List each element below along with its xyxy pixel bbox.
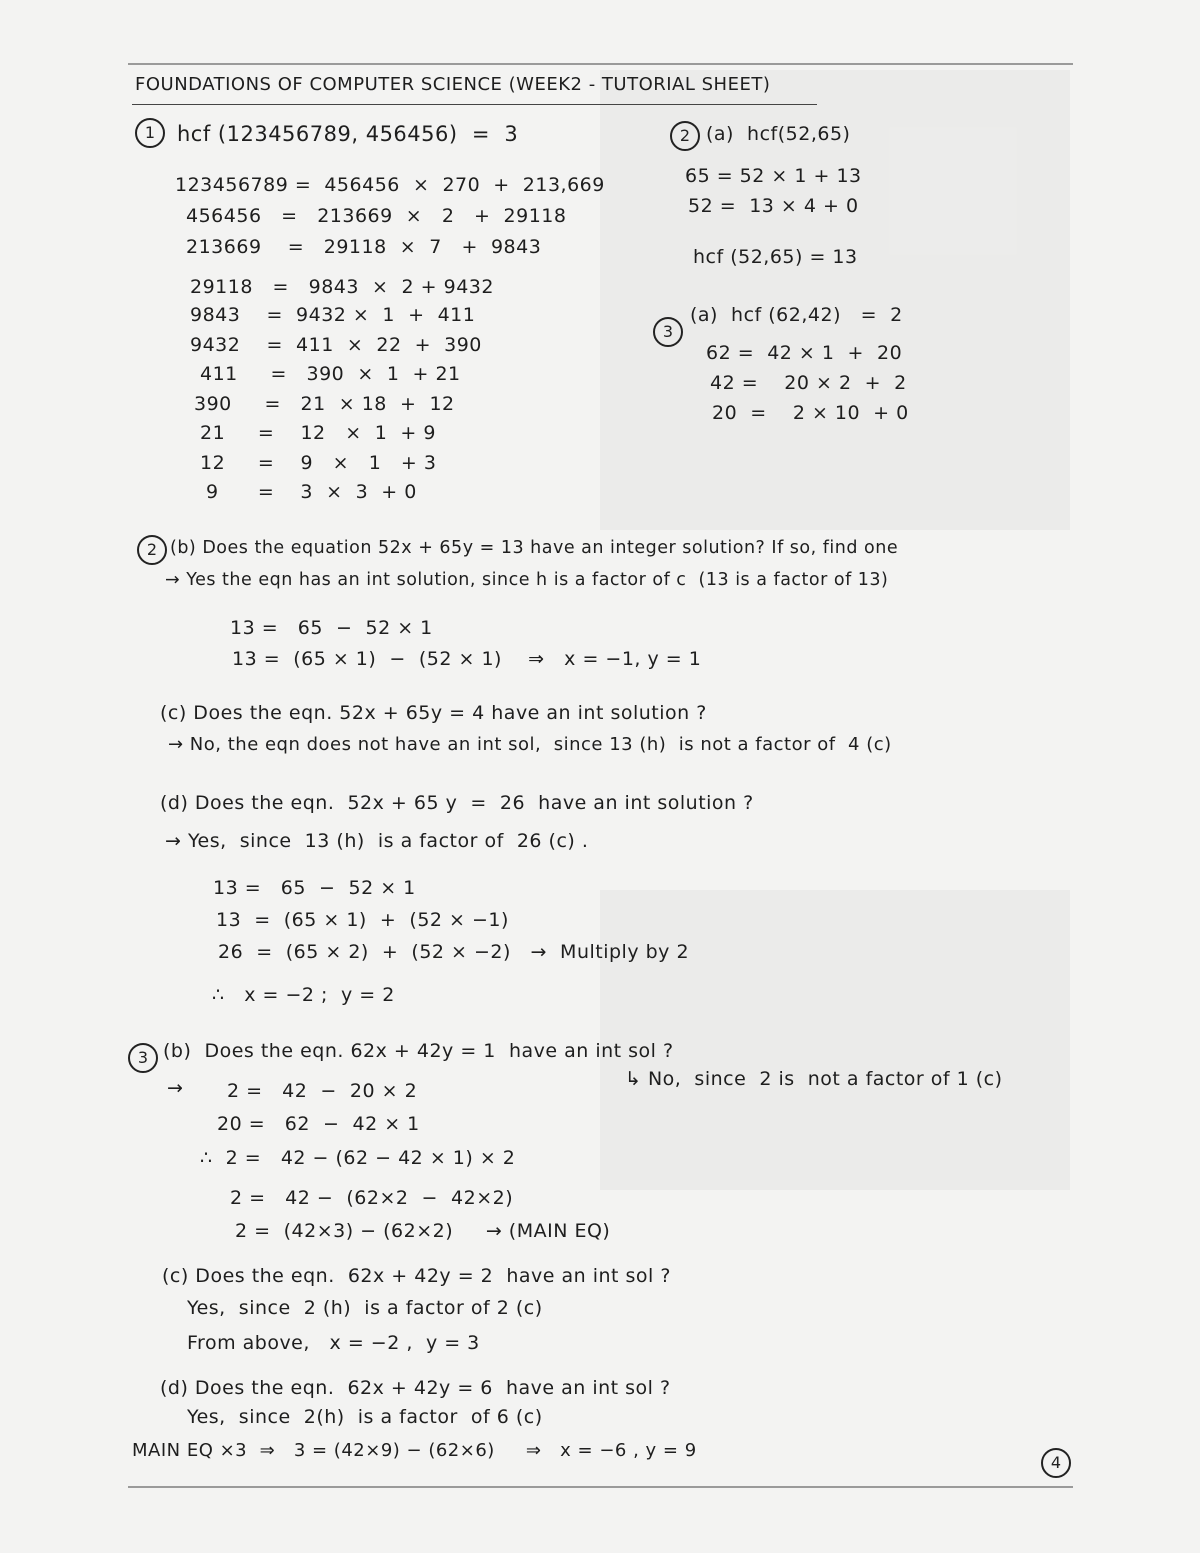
q2d-question: (d) Does the eqn. 52x + 65 y = 26 have an int solution ? (160, 792, 754, 814)
title-underline (132, 104, 817, 105)
q1-step: 9432 = 411 × 22 + 390 (190, 334, 482, 356)
q1-step: 21 = 12 × 1 + 9 (200, 422, 436, 444)
page-title: FOUNDATIONS OF COMPUTER SCIENCE (WEEK2 - TUTORIAL SHEET) (135, 74, 771, 95)
q2d-answer: → Yes, since 13 (h) is a factor of 26 (c) . (165, 830, 589, 852)
q2b-step: 13 = 65 − 52 × 1 (230, 617, 433, 639)
q2a-result: hcf (52,65) = 13 (693, 246, 858, 268)
q3c-question: (c) Does the eqn. 62x + 42y = 2 have an int sol ? (162, 1265, 671, 1287)
question-number-circle: 2 (137, 535, 167, 565)
q3b-step: 2 = 42 − 20 × 2 (227, 1080, 418, 1102)
page-number-circle: 4 (1041, 1448, 1071, 1478)
q3c-from: From above, x = −2 , y = 3 (187, 1332, 480, 1354)
question-number-circle: 3 (653, 317, 683, 347)
q3d-main-eq: MAIN EQ ×3 ⇒ 3 = (42×9) − (62×6) ⇒ x = −6 , y = 9 (132, 1440, 697, 1461)
question-number-circle: 2 (670, 121, 700, 151)
q1-step: 29118 = 9843 × 2 + 9432 (190, 276, 494, 298)
q2c-question: (c) Does the eqn. 52x + 65y = 4 have an int solution ? (160, 702, 707, 724)
question-number-circle: 1 (135, 118, 165, 148)
q1-heading: hcf (123456789, 456456) = 3 (177, 122, 519, 146)
q3a-heading: (a) hcf (62,42) = 2 (690, 304, 903, 326)
q1-step: 12 = 9 × 1 + 3 (200, 452, 437, 474)
q2b-question: (b) Does the equation 52x + 65y = 13 have an integer solution? If so, find one (170, 538, 899, 558)
q1-step: 9843 = 9432 × 1 + 411 (190, 304, 476, 326)
q2d-step: 26 = (65 × 2) + (52 × −2) → Multiply by 2 (218, 941, 690, 963)
q3b-step: 20 = 62 − 42 × 1 (217, 1113, 420, 1135)
q2a-heading: (a) hcf(52,65) (706, 123, 851, 145)
q1-step: 456456 = 213669 × 2 + 29118 (186, 205, 567, 227)
q2b-answer: → Yes the eqn has an int solution, since h is a factor of c (13 is a factor of 13) (165, 570, 889, 590)
q1-step: 411 = 390 × 1 + 21 (200, 363, 461, 385)
q2a-step: 52 = 13 × 4 + 0 (688, 195, 859, 217)
q3a-step: 62 = 42 × 1 + 20 (706, 342, 903, 364)
top-rule (128, 63, 1073, 65)
q2b-step: 13 = (65 × 1) − (52 × 1) ⇒ x = −1, y = 1 (232, 648, 702, 670)
q3a-step: 42 = 20 × 2 + 2 (710, 372, 907, 394)
q3b-question: (b) Does the eqn. 62x + 42y = 1 have an int sol ? (163, 1040, 674, 1062)
q2c-answer: → No, the eqn does not have an int sol, since 13 (h) is not a factor of 4 (c) (168, 734, 892, 755)
q3a-step: 20 = 2 × 10 + 0 (712, 402, 909, 424)
q2d-step: ∴ x = −2 ; y = 2 (212, 984, 395, 1006)
q3b-side-note: ↳ No, since 2 is not a factor of 1 (c) (625, 1068, 1003, 1090)
q3d-answer: Yes, since 2(h) is a factor of 6 (c) (187, 1406, 543, 1428)
q3b-step: ∴ 2 = 42 − (62 − 42 × 1) × 2 (200, 1147, 516, 1169)
bottom-rule (128, 1486, 1073, 1488)
q1-step: 9 = 3 × 3 + 0 (206, 481, 417, 503)
q1-step: 123456789 = 456456 × 270 + 213,669 (175, 174, 605, 196)
q2a-step: 65 = 52 × 1 + 13 (685, 165, 862, 187)
q2d-step: 13 = (65 × 1) + (52 × −1) (216, 909, 509, 931)
q1-step: 390 = 21 × 18 + 12 (194, 393, 455, 415)
q3b-arrow: → (167, 1077, 184, 1099)
q3b-step: 2 = 42 − (62×2 − 42×2) (230, 1187, 514, 1209)
q1-step: 213669 = 29118 × 7 + 9843 (186, 236, 542, 258)
question-number-circle: 3 (128, 1043, 158, 1073)
q3c-answer: Yes, since 2 (h) is a factor of 2 (c) (187, 1297, 543, 1319)
q3d-question: (d) Does the eqn. 62x + 42y = 6 have an int sol ? (160, 1377, 671, 1399)
q3b-step: 2 = (42×3) − (62×2) → (MAIN EQ) (235, 1220, 611, 1242)
q2d-step: 13 = 65 − 52 × 1 (213, 877, 416, 899)
